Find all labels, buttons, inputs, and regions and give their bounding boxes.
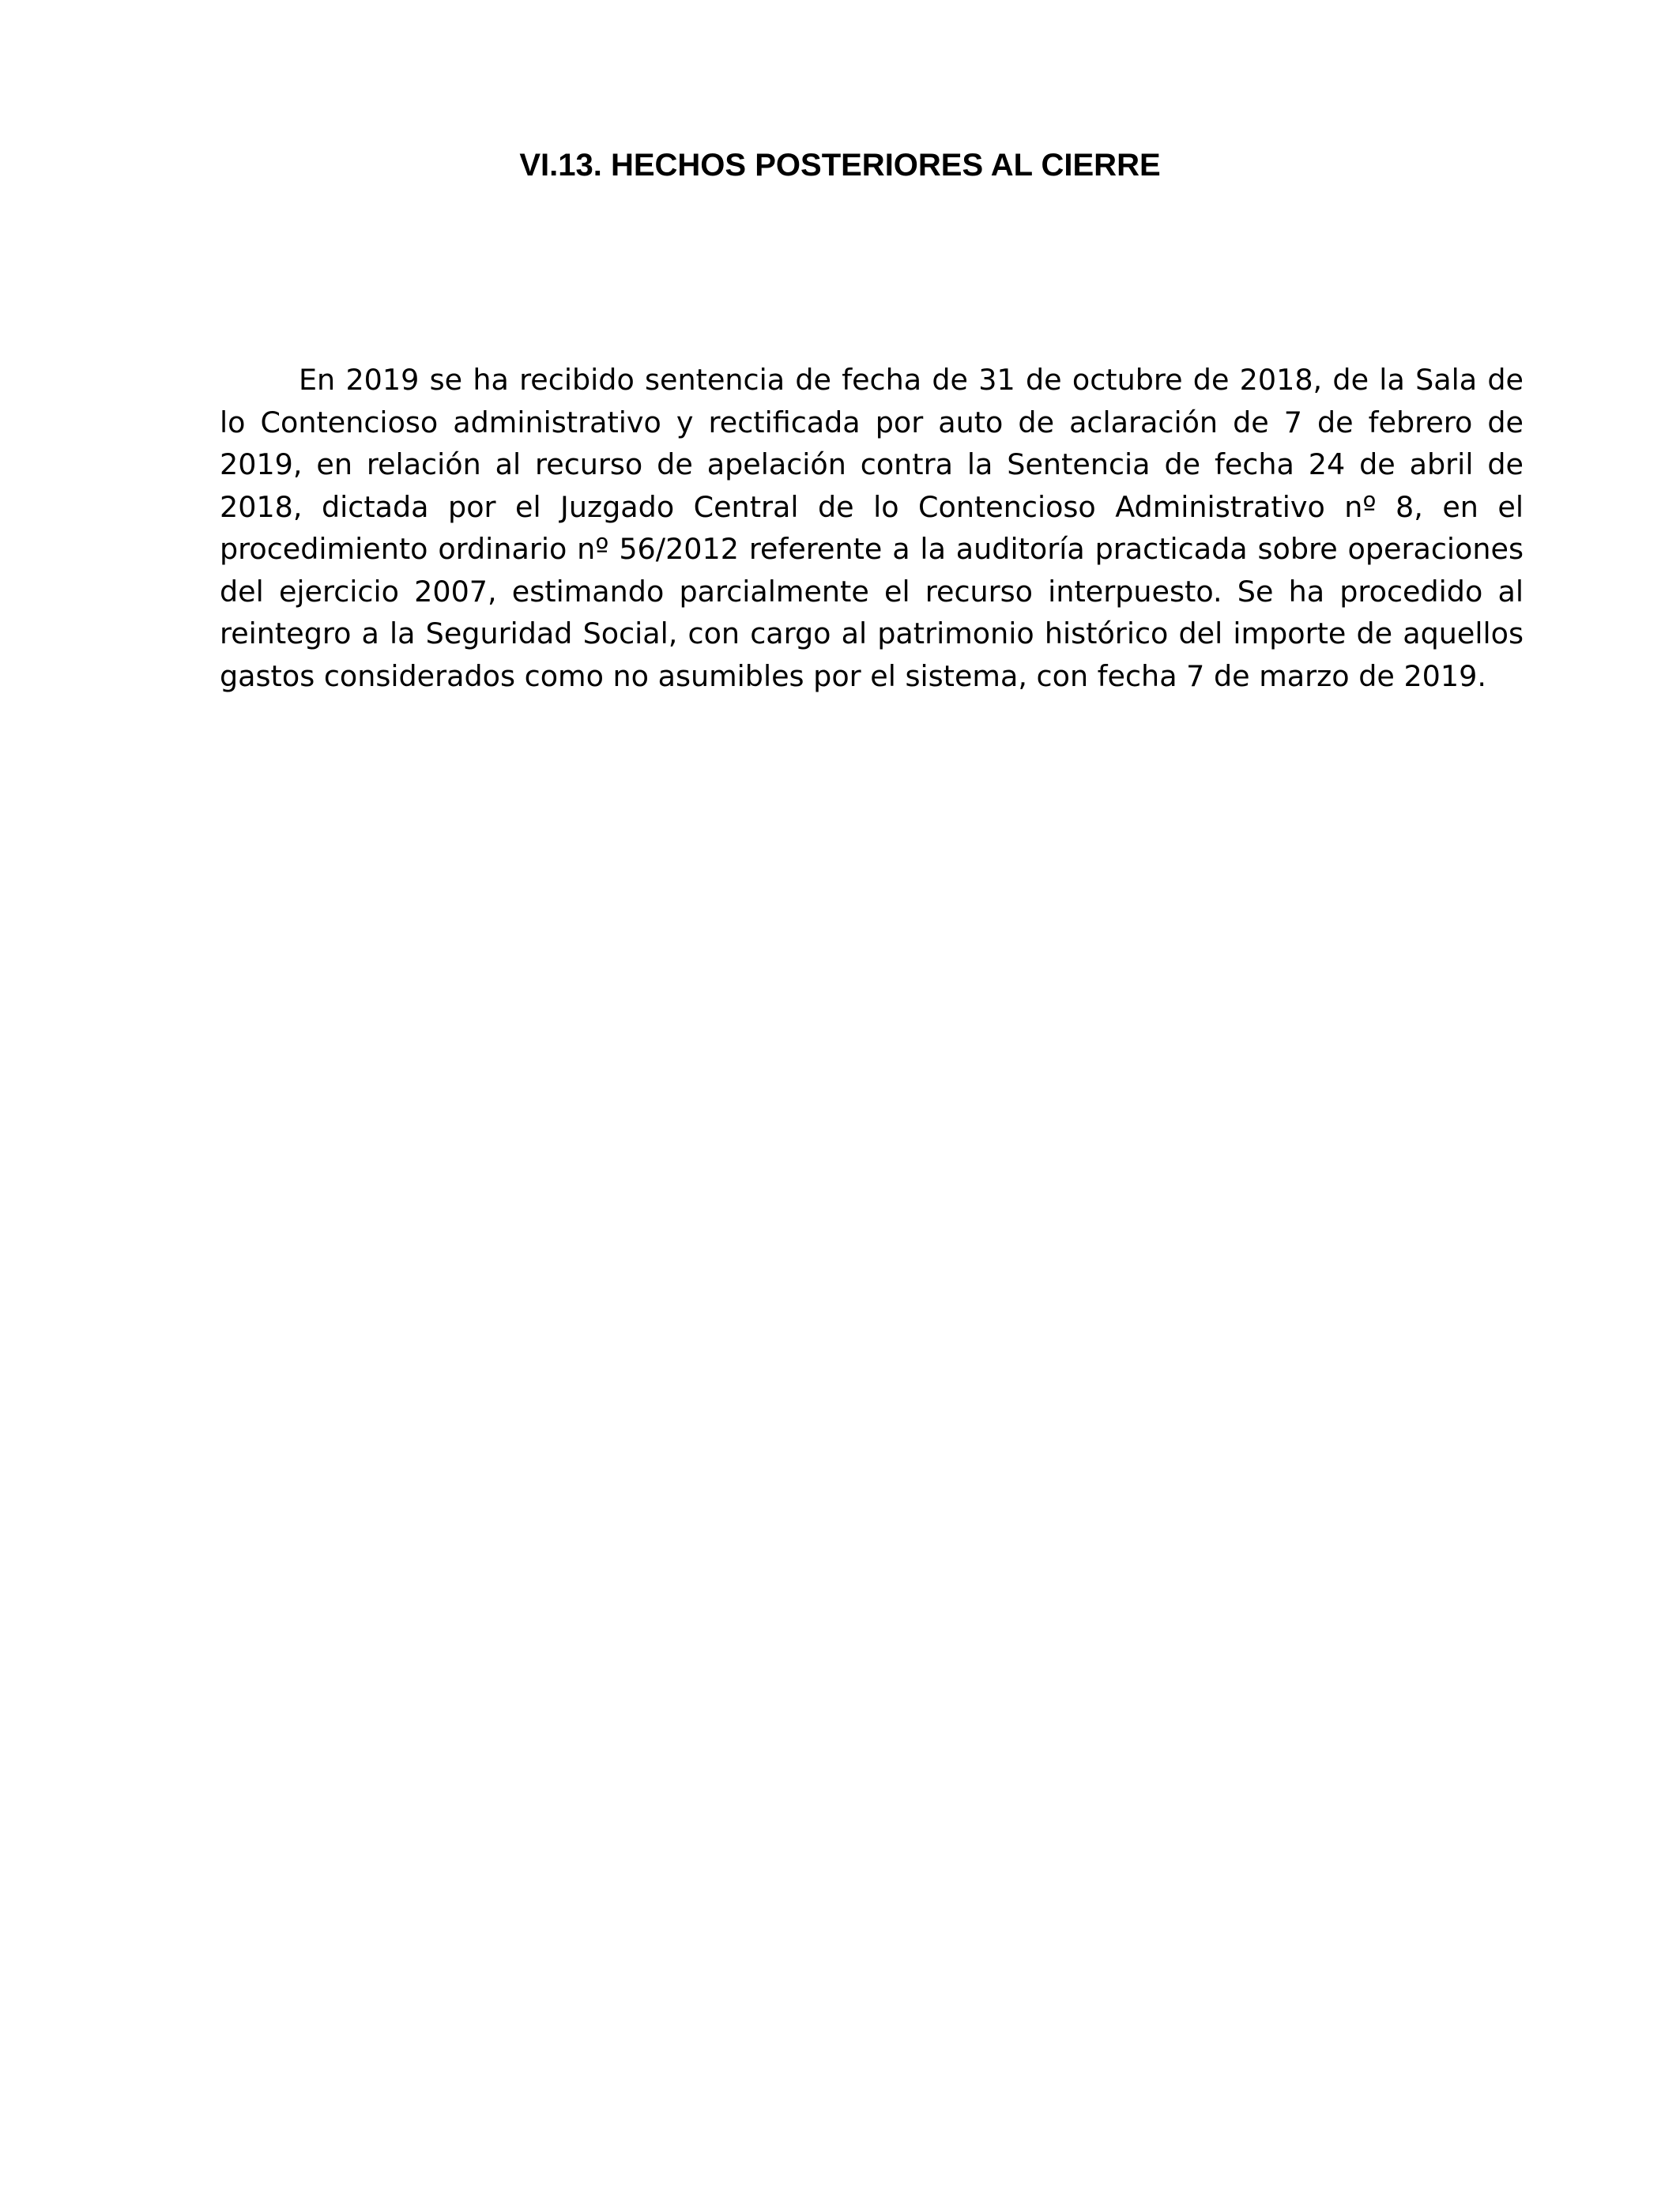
body-paragraph: En 2019 se ha recibido sentencia de fecha de 31 de octubre de 2018, de la Sala de lo Contencioso administrativo y rectificada por auto de aclaración de 7 de febrero de 2019, en relación al recurso de apelación contra la Sentencia de fecha 24 de abril de 2018, dictada por el Juzgado Central de lo Contencioso Administrativo nº 8, en el procedimiento ordinario nº 56/2012 referente a la auditoría practicada sobre operaciones del ejercicio 2007, estimando parcialmente el recurso interpuesto. Se ha procedido al reintegro a la Seguridad Social, con cargo al patrimonio histórico del importe de aquellos gastos considerados como no asumibles por el sistema, con fecha 7 de marzo de 2019. [220,363,1524,693]
section-heading: VI.13. HECHOS POSTERIORES AL CIERRE [519,148,1161,183]
